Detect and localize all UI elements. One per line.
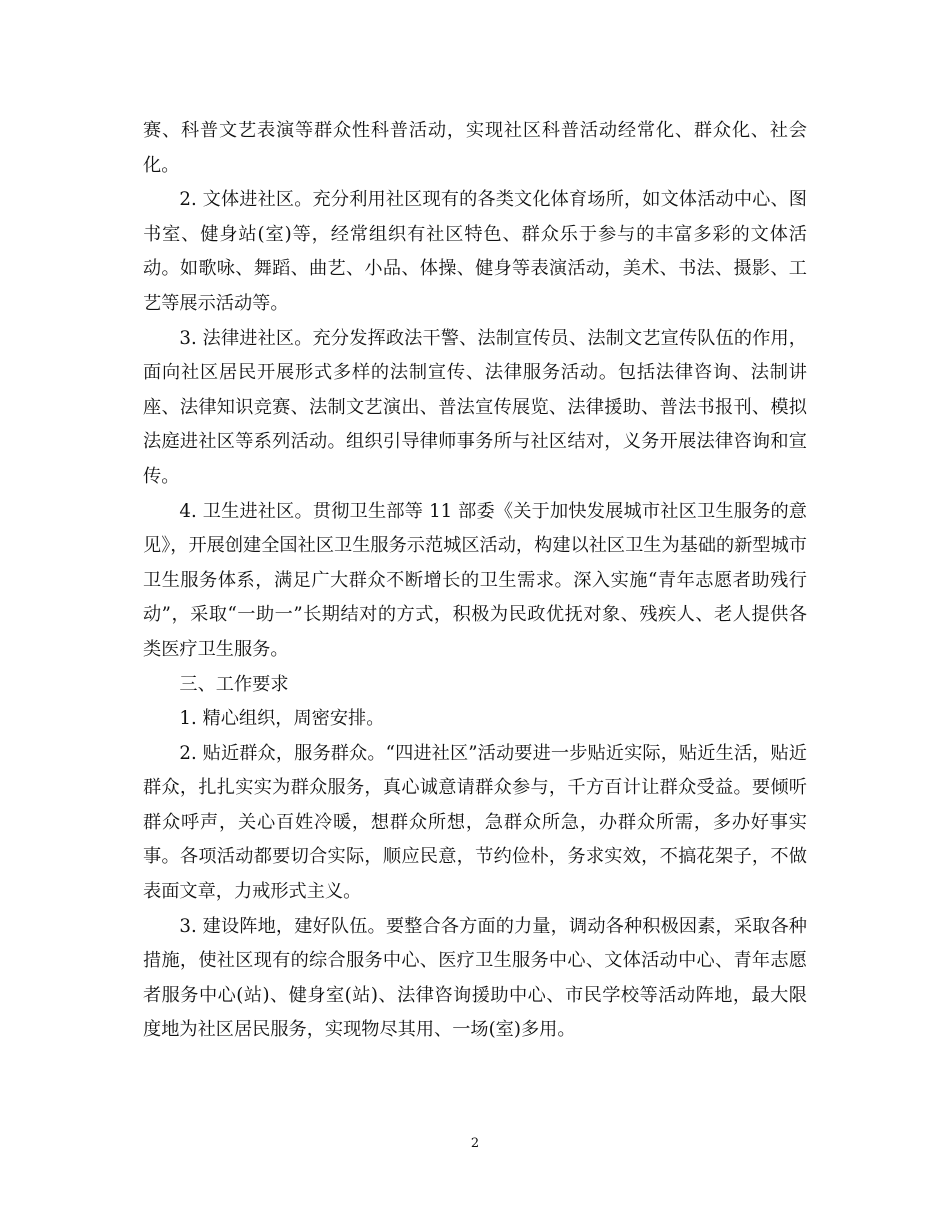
section-heading-work-requirements: 三、工作要求	[179, 673, 289, 695]
page-number: 2	[470, 1136, 480, 1151]
paragraph-requirement-2: 2. 贴近群众，服务群众。“四进社区”活动要进一步贴近实际，贴近生活，贴近群众，扎扎实实为群众服务，真心诚意请群众参与，千方百计让群众受益。要倾听群众呼声，关心百姓冷暖，想群众所想，急群众所急，办群众所需，多办好事实事。各项活动都要切合实际，顺应民意，节约俭朴，务求实效，不搞花架子，不做表面文章，力戒形式主义。	[143, 742, 807, 903]
paragraph-science-continuation: 赛、科普文艺表演等群众性科普活动，实现社区科普活动经常化、群众化、社会化。	[143, 120, 807, 176]
paragraph-requirement-3: 3. 建设阵地，建好队伍。要整合各方面的力量，调动各种积极因素，采取各种措施，使社区现有的综合服务中心、医疗卫生服务中心、文体活动中心、青年志愿者服务中心(站)、健身室(站)、法律咨询援助中心、市民学校等活动阵地，最大限度地为社区居民服务，实现物尽其用、一场(室)多用。	[143, 915, 807, 1041]
document-body	[143, 114, 807, 1048]
paragraph-requirement-1: 1. 精心组织，周密安排。	[179, 708, 385, 730]
paragraph-law: 3. 法律进社区。充分发挥政法干警、法制宣传员、法制文艺宣传队伍的作用，面向社区居民开展形式多样的法制宣传、法律服务活动。包括法律咨询、法制讲座、法律知识竞赛、法制文艺演出、普法宣传展览、法律援助、普法书报刊、模拟法庭进社区等系列活动。组织引导律师事务所与社区结对，义务开展法律咨询和宣传。	[143, 327, 807, 487]
paragraph-culture-sports: 2. 文体进社区。充分利用社区现有的各类文化体育场所，如文体活动中心、图书室、健身站(室)等，经常组织有社区特色、群众乐于参与的丰富多彩的文体活动。如歌咏、舞蹈、曲艺、小品、体操、健身等表演活动，美术、书法、摄影、工艺等展示活动等。	[143, 189, 807, 314]
paragraph-health: 4. 卫生进社区。贯彻卫生部等 11 部委《关于加快发展城市社区卫生服务的意见》，开展创建全国社区卫生服务示范城区活动，构建以社区卫生为基础的新型城市卫生服务体系，满足广大群众不断增长的卫生需求。深入实施“青年志愿者助残行动”，采取“一助一”长期结对的方式，积极为民政优抚对象、残疾人、老人提供各类医疗卫生服务。	[143, 500, 807, 660]
